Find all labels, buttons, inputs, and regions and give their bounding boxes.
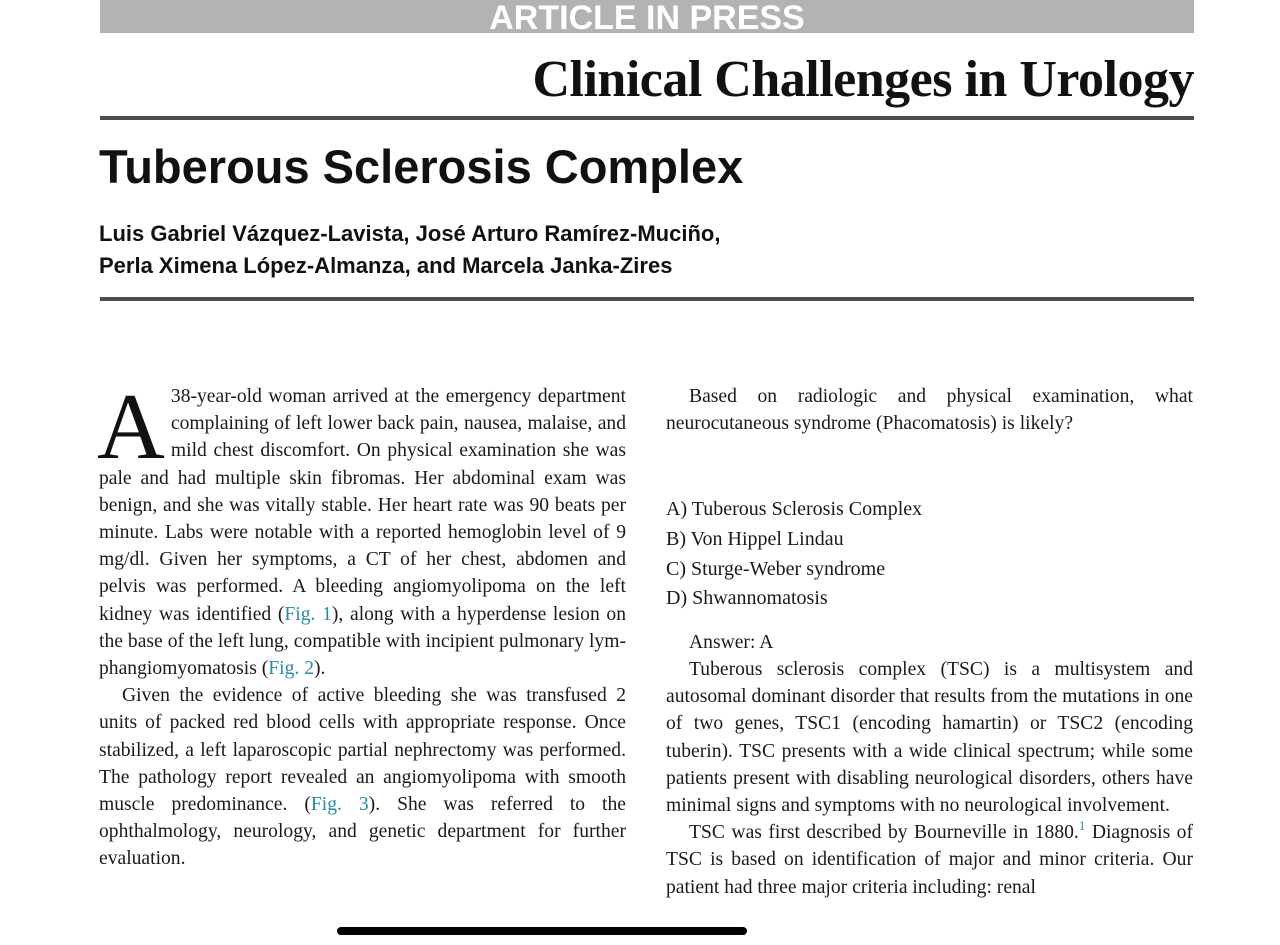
question-text: Based on radiologic and physical examination, what neurocutaneous syndrome (Phacomatosis) is likely?: [666, 386, 1193, 435]
header-divider: [100, 116, 1194, 120]
option-b: B) Von Hippel Lindau: [666, 528, 844, 550]
fig-3-link[interactable]: Fig. 3: [310, 794, 369, 816]
title-block-divider: [100, 297, 1194, 301]
discussion-paragraph-2: [666, 819, 1193, 901]
case-text-1a: 38-year-old woman arrived at the emergency department complaining of left lower back pain, nausea, malaise, and mild chest discomfort. On physical examination she was pale and had multiple skin fibromas. Her abdominal exam was benign, and she was vitally stable. Her heart rate was 90 beats per minute. Labs were notable with a reported hemoglobin level of 9 mg/dl. Given her symptoms, a CT of her chest, abdomen and pelvis was performed. A bleeding angiomyolipoma on the left kidney was identified (: [99, 386, 626, 625]
reference-1-link[interactable]: 1: [1078, 818, 1086, 834]
drop-cap: A: [97, 375, 165, 479]
answer-options: [666, 495, 1193, 613]
case-text-2a: Given the evidence of active bleeding she was transfused 2 units of packed red blood cells with appropriate response. Once stabilized, a left laparoscopic partial nephrectomy was performed. The pathology report revealed an angiomyolipoma with smooth muscle predominance. (: [99, 685, 626, 816]
case-text-2b: ). She was referred to the ophthalmology, neurology, and genetic department for further evaluation.: [99, 794, 626, 870]
case-paragraph-1: [97, 375, 626, 682]
home-indicator-bar[interactable]: [337, 927, 747, 935]
case-paragraph-2: [99, 682, 626, 872]
authors-line-1: Luis Gabriel Vázquez-Lavista, José Arturo Ramírez-Muciño,: [99, 221, 721, 246]
option-a: A) Tuberous Sclerosis Complex: [666, 498, 923, 521]
authors-line-2: Perla Ximena López-Almanza, and Marcela Janka-Zires: [99, 253, 673, 278]
right-column: [666, 383, 1193, 901]
option-d: D) Shwannomatosis: [666, 587, 828, 610]
journal-title: Clinical Challenges in Urology: [532, 51, 1194, 108]
fig-2-link[interactable]: Fig. 2: [268, 658, 314, 680]
left-column: [97, 375, 626, 873]
option-c: C) Sturge-Weber syndrome: [666, 557, 886, 580]
article-in-press-banner: ARTICLE IN PRESS: [100, 0, 1194, 33]
article-title: Tuberous Sclerosis Complex: [99, 140, 744, 193]
case-text-1b: ), along with a hyperdense lesion on the base of the left lung, compatible with incipient pulmonary lymphangiomyomatosis (: [99, 603, 626, 680]
fig-1-link[interactable]: Fig. 1: [284, 603, 332, 625]
answer-line: Answer: A: [689, 631, 774, 653]
author-list: [99, 218, 720, 282]
discussion-paragraph-1: Tuberous sclerosis complex (TSC) is a multisystem and autosomal dominant disorder that results from the mutations in one of two genes, TSC1 (encoding hamartin) or TSC2 (encoding tuberin). TSC presents with a wide clinical spectrum; while some patients present with disabling neurological disorders, others have minimal signs and symptoms with no neurological involvement.: [666, 658, 1193, 816]
case-text-1c: ).: [314, 658, 326, 680]
discussion-text-2b: Diagnosis of TSC is based on identification of major and minor criteria. Our patient had three major criteria including: renal: [666, 822, 1194, 898]
discussion-text-2a: TSC was first described by Bourneville in 1880.: [689, 822, 1079, 844]
